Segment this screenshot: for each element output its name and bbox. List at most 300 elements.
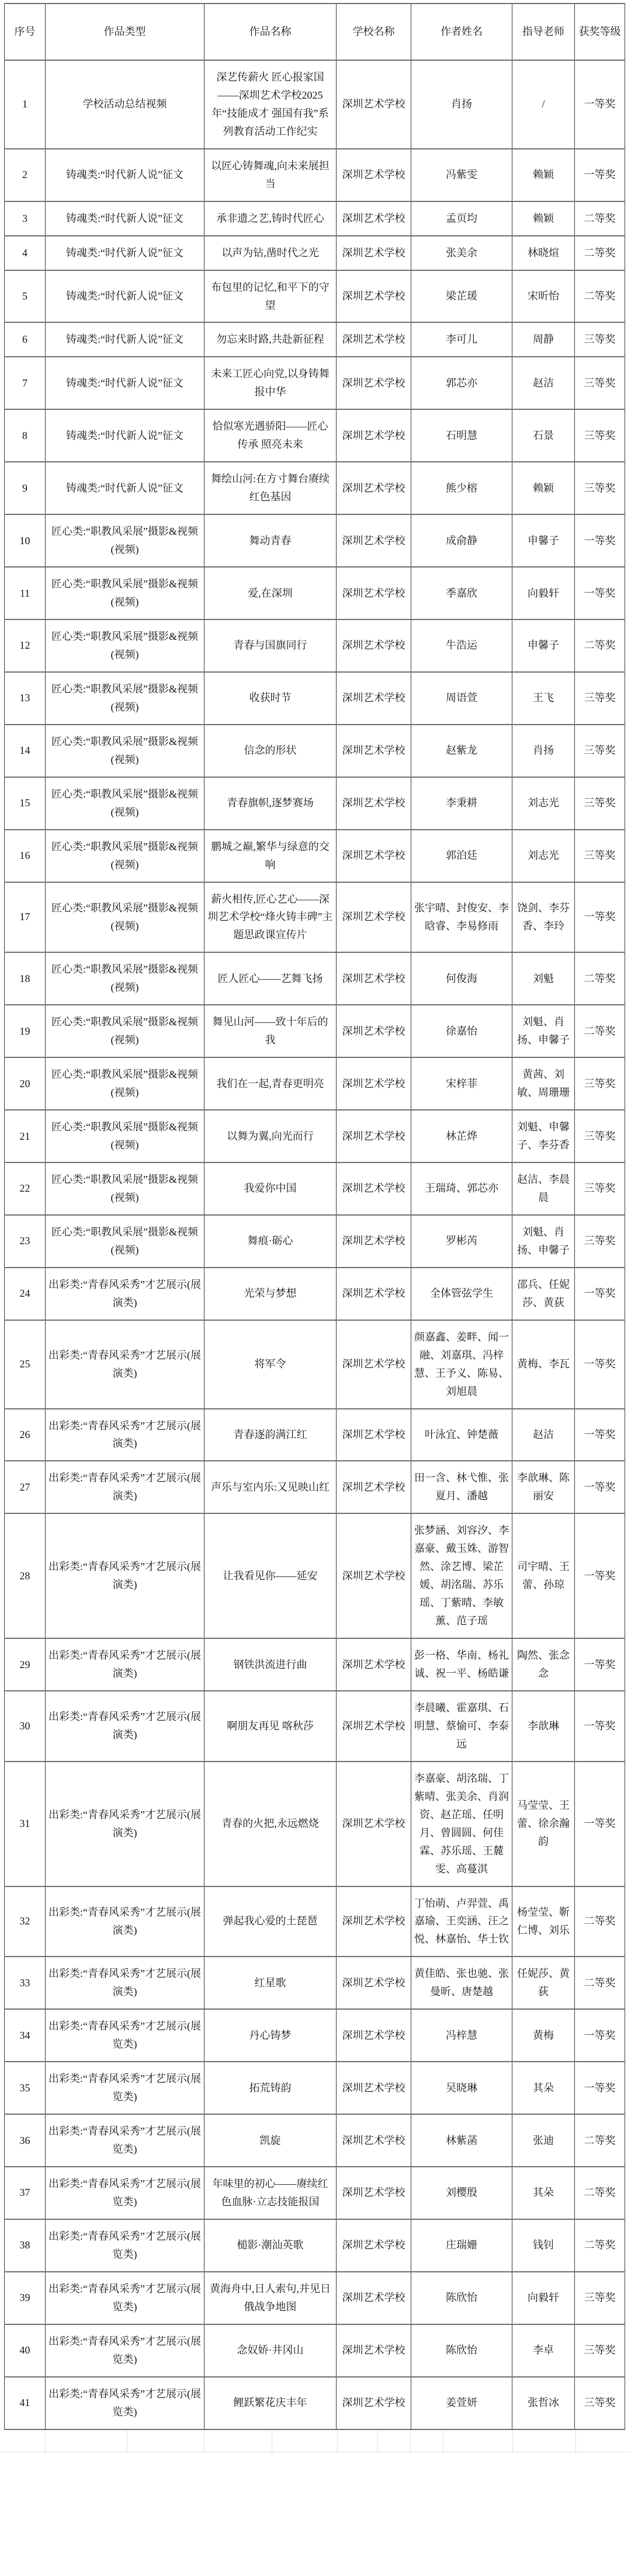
cell-teachers: 黄茜、刘敏、周珊珊 [512, 1057, 575, 1110]
cell-award: 三等奖 [575, 322, 625, 357]
table-row [5, 322, 625, 357]
cell-type: 匠心类:“职教风采展”摄影&视频(视频) [46, 952, 204, 1005]
cell-teachers: 其朵 [512, 2167, 575, 2219]
cell-award: 二等奖 [575, 2167, 625, 2219]
cell-school: 深圳艺术学校 [337, 322, 411, 357]
cell-title: 年味里的初心——赓续红色血脉·立志技能报国 [204, 2167, 337, 2219]
cell-school: 深圳艺术学校 [337, 1215, 411, 1268]
cell-type: 学校活动总结视频 [46, 60, 204, 149]
table-row [5, 514, 625, 567]
cell-title: 青春旗帜,逐梦赛场 [204, 777, 337, 830]
cell-award: 二等奖 [575, 1886, 625, 1957]
cell-teachers: 刘魁、肖扬、申馨子 [512, 1005, 575, 1057]
table-row [5, 882, 625, 953]
cell-teachers: 刘魁、申馨子、李芬香 [512, 1110, 575, 1162]
cell-type: 铸魂类:“时代新人说”征文 [46, 357, 204, 409]
cell-award: 三等奖 [575, 1162, 625, 1215]
cell-teachers: 李歆琳、陈丽安 [512, 1461, 575, 1513]
cell-school: 深圳艺术学校 [337, 2324, 411, 2377]
cell-no: 40 [5, 2324, 46, 2377]
cell-no: 35 [5, 2062, 46, 2114]
cell-authors: 颜嘉鑫、姜畔、闻一融、刘嘉琪、冯梓慧、王予义、陈易、刘旭晨 [411, 1320, 512, 1409]
cell-authors: 郭芯亦 [411, 357, 512, 409]
cell-authors: 黄佳皓、张也驰、张曼昕、唐楚越 [411, 1957, 512, 2009]
cell-authors: 肖扬 [411, 60, 512, 149]
cell-authors: 梁芷瑗 [411, 270, 512, 323]
cell-teachers: 马莹莹、王蕾、徐余瀚韵 [512, 1762, 575, 1886]
column-header-teachers: 指导老师 [512, 4, 575, 60]
cell-type: 匠心类:“职教风采展”摄影&视频(视频) [46, 514, 204, 567]
table-row [5, 2167, 625, 2219]
cell-title: 舞见山河——致十年后的我 [204, 1005, 337, 1057]
cell-title: 未来工匠心向党,以身铸舞报中华 [204, 357, 337, 409]
cell-title: 青春逐韵满江红 [204, 1409, 337, 1461]
cell-award: 三等奖 [575, 357, 625, 409]
cell-title: 信念的形状 [204, 725, 337, 777]
cell-no: 32 [5, 1886, 46, 1957]
cell-no: 37 [5, 2167, 46, 2219]
cell-authors: 彭一格、华南、杨礼诚、祝一平、杨皓谦 [411, 1638, 512, 1691]
table-row [5, 1005, 625, 1057]
table-row [5, 60, 625, 149]
cell-award: 三等奖 [575, 2272, 625, 2324]
cell-no: 10 [5, 514, 46, 567]
cell-teachers: 黄梅、李瓦 [512, 1320, 575, 1409]
cell-no: 5 [5, 270, 46, 323]
cell-type: 出彩类:“青春风采秀”才艺展示(展演类) [46, 1957, 204, 2009]
table-row [5, 1320, 625, 1409]
cell-school: 深圳艺术学校 [337, 1005, 411, 1057]
cell-title: 将军令 [204, 1320, 337, 1409]
cell-authors: 姜萱妍 [411, 2377, 512, 2429]
column-header-award: 获奖等级 [575, 4, 625, 60]
cell-title: 青春与国旗同行 [204, 619, 337, 672]
gridline [410, 2430, 411, 2453]
cell-no: 19 [5, 1005, 46, 1057]
cell-no: 36 [5, 2114, 46, 2167]
cell-teachers: 宋昕怡 [512, 270, 575, 323]
table-row [5, 1638, 625, 1691]
cell-teachers: 石景 [512, 409, 575, 462]
cell-teachers: 赖颖 [512, 149, 575, 201]
cell-teachers: 钱钊 [512, 2219, 575, 2272]
table-row [5, 1215, 625, 1268]
cell-type: 匠心类:“职教风采展”摄影&视频(视频) [46, 777, 204, 830]
cell-title: 以舞为翼,向光而行 [204, 1110, 337, 1162]
cell-school: 深圳艺术学校 [337, 2272, 411, 2324]
cell-award: 一等奖 [575, 514, 625, 567]
cell-school: 深圳艺术学校 [337, 462, 411, 514]
cell-type: 出彩类:“青春风采秀”才艺展示(展演类) [46, 1409, 204, 1461]
cell-no: 6 [5, 322, 46, 357]
cell-teachers: 赖颖 [512, 462, 575, 514]
cell-title: 恰似寒光遇骄阳——匠心传承 照亮未来 [204, 409, 337, 462]
cell-type: 匠心类:“职教风采展”摄影&视频(视频) [46, 1057, 204, 1110]
cell-award: 一等奖 [575, 1513, 625, 1638]
cell-no: 22 [5, 1162, 46, 1215]
cell-authors: 徐嘉怡 [411, 1005, 512, 1057]
cell-no: 33 [5, 1957, 46, 2009]
cell-no: 29 [5, 1638, 46, 1691]
cell-award: 二等奖 [575, 270, 625, 323]
cell-school: 深圳艺术学校 [337, 567, 411, 619]
cell-title: 让我看见你——延安 [204, 1513, 337, 1638]
cell-type: 匠心类:“职教风采展”摄影&视频(视频) [46, 1162, 204, 1215]
cell-teachers: 刘志光 [512, 777, 575, 830]
cell-no: 11 [5, 567, 46, 619]
cell-teachers: 邵兵、任妮莎、黄荻 [512, 1268, 575, 1320]
cell-type: 匠心类:“职教风采展”摄影&视频(视频) [46, 830, 204, 882]
table-row [5, 1268, 625, 1320]
cell-authors: 季嘉欣 [411, 567, 512, 619]
cell-no: 13 [5, 672, 46, 725]
cell-no: 8 [5, 409, 46, 462]
cell-no: 31 [5, 1762, 46, 1886]
cell-no: 20 [5, 1057, 46, 1110]
table-row [5, 830, 625, 882]
cell-award: 三等奖 [575, 777, 625, 830]
table-row [5, 1762, 625, 1886]
cell-title: 勿忘来时路,共赴新征程 [204, 322, 337, 357]
cell-authors: 张美余 [411, 236, 512, 270]
cell-authors: 林紫菡 [411, 2114, 512, 2167]
cell-authors: 宋梓菲 [411, 1057, 512, 1110]
cell-school: 深圳艺术学校 [337, 1638, 411, 1691]
table-row [5, 777, 625, 830]
cell-school: 深圳艺术学校 [337, 2114, 411, 2167]
cell-authors: 林芷烨 [411, 1110, 512, 1162]
cell-teachers: 赵洁 [512, 1409, 575, 1461]
empty-spreadsheet-grid [0, 2430, 631, 2453]
cell-school: 深圳艺术学校 [337, 2377, 411, 2429]
table-row [5, 409, 625, 462]
cell-award: 一等奖 [575, 2062, 625, 2114]
table-row [5, 2377, 625, 2429]
cell-award: 一等奖 [575, 567, 625, 619]
cell-award: 三等奖 [575, 830, 625, 882]
cell-teachers: 黄梅 [512, 2009, 575, 2062]
cell-school: 深圳艺术学校 [337, 1409, 411, 1461]
table-row [5, 1110, 625, 1162]
cell-type: 出彩类:“青春风采秀”才艺展示(展演类) [46, 1886, 204, 1957]
cell-school: 深圳艺术学校 [337, 409, 411, 462]
cell-school: 深圳艺术学校 [337, 1461, 411, 1513]
cell-title: 我们在一起,青春更明亮 [204, 1057, 337, 1110]
cell-school: 深圳艺术学校 [337, 830, 411, 882]
cell-authors: 田一含、林弋惟、张夏月、潘越 [411, 1461, 512, 1513]
cell-teachers: 王飞 [512, 672, 575, 725]
gridline [45, 2430, 46, 2453]
cell-title: 凯旋 [204, 2114, 337, 2167]
cell-teachers: 李卓 [512, 2324, 575, 2377]
column-header-type: 作品类型 [46, 4, 204, 60]
cell-award: 三等奖 [575, 1110, 625, 1162]
cell-school: 深圳艺术学校 [337, 952, 411, 1005]
cell-type: 匠心类:“职教风采展”摄影&视频(视频) [46, 567, 204, 619]
cell-teachers: 周静 [512, 322, 575, 357]
table-row [5, 1691, 625, 1762]
cell-type: 出彩类:“青春风采秀”才艺展示(展演类) [46, 1513, 204, 1638]
table-row [5, 270, 625, 323]
cell-type: 出彩类:“青春风采秀”才艺展示(展演类) [46, 1320, 204, 1409]
cell-title: 丹心铸梦 [204, 2009, 337, 2062]
cell-type: 出彩类:“青春风采秀”才艺展示(展演类) [46, 1762, 204, 1886]
cell-school: 深圳艺术学校 [337, 777, 411, 830]
table-row [5, 725, 625, 777]
cell-authors: 石明慧 [411, 409, 512, 462]
cell-school: 深圳艺术学校 [337, 236, 411, 270]
cell-title: 青春的火把,永远燃烧 [204, 1762, 337, 1886]
awards-table [4, 3, 625, 2430]
cell-type: 铸魂类:“时代新人说”征文 [46, 270, 204, 323]
cell-award: 二等奖 [575, 2114, 625, 2167]
cell-type: 出彩类:“青春风采秀”才艺展示(展览类) [46, 2114, 204, 2167]
cell-school: 深圳艺术学校 [337, 1886, 411, 1957]
cell-type: 匠心类:“职教风采展”摄影&视频(视频) [46, 1215, 204, 1268]
cell-teachers: 任妮莎、黄荻 [512, 1957, 575, 2009]
cell-authors: 李晨曦、霍嘉琪、石明慧、蔡愉可、李泰远 [411, 1691, 512, 1762]
cell-award: 三等奖 [575, 2377, 625, 2429]
cell-no: 12 [5, 619, 46, 672]
cell-type: 出彩类:“青春风采秀”才艺展示(展演类) [46, 1638, 204, 1691]
cell-no: 39 [5, 2272, 46, 2324]
cell-school: 深圳艺术学校 [337, 1162, 411, 1215]
cell-title: 匠人匠心——艺舞飞扬 [204, 952, 337, 1005]
column-header-authors: 作者姓名 [411, 4, 512, 60]
table-row [5, 2114, 625, 2167]
table-row [5, 1513, 625, 1638]
cell-authors: 周语萱 [411, 672, 512, 725]
cell-no: 17 [5, 882, 46, 953]
cell-teachers: 赵洁 [512, 357, 575, 409]
cell-authors: 叶泳宜、钟楚薇 [411, 1409, 512, 1461]
table-body [5, 60, 625, 2429]
table-row [5, 567, 625, 619]
cell-school: 深圳艺术学校 [337, 1762, 411, 1886]
cell-no: 16 [5, 830, 46, 882]
cell-title: 舞痕·砺心 [204, 1215, 337, 1268]
cell-no: 4 [5, 236, 46, 270]
cell-type: 出彩类:“青春风采秀”才艺展示(展览类) [46, 2062, 204, 2114]
cell-teachers: 张哲冰 [512, 2377, 575, 2429]
cell-authors: 冯梓慧 [411, 2009, 512, 2062]
cell-teachers: 饶剑、李芬香、李玲 [512, 882, 575, 953]
table-row [5, 2062, 625, 2114]
table-row [5, 1162, 625, 1215]
cell-title: 拓荒铸韵 [204, 2062, 337, 2114]
cell-award: 一等奖 [575, 60, 625, 149]
cell-type: 匠心类:“职教风采展”摄影&视频(视频) [46, 672, 204, 725]
cell-teachers: 陶然、张念念 [512, 1638, 575, 1691]
cell-teachers: 赖颖 [512, 201, 575, 236]
cell-school: 深圳艺术学校 [337, 1957, 411, 2009]
cell-no: 28 [5, 1513, 46, 1638]
cell-teachers: 向毅轩 [512, 2272, 575, 2324]
cell-award: 三等奖 [575, 672, 625, 725]
cell-title: 念奴娇·井冈山 [204, 2324, 337, 2377]
cell-award: 一等奖 [575, 149, 625, 201]
cell-authors: 何俊海 [411, 952, 512, 1005]
cell-authors: 赵紫龙 [411, 725, 512, 777]
cell-title: 鹏城之巅,繁华与绿意的交响 [204, 830, 337, 882]
cell-title: 红星歌 [204, 1957, 337, 2009]
cell-type: 匠心类:“职教风采展”摄影&视频(视频) [46, 1005, 204, 1057]
table-row [5, 1409, 625, 1461]
cell-no: 3 [5, 201, 46, 236]
cell-title: 承非遗之艺,铸时代匠心 [204, 201, 337, 236]
cell-authors: 张梦涵、刘容汐、李嘉豪、戴玉姝、游智然、涂艺博、梁芷媛、胡洺瑞、苏乐瑶、丁紫晴、李敏薰、范子瑶 [411, 1513, 512, 1638]
cell-type: 铸魂类:“时代新人说”征文 [46, 462, 204, 514]
cell-no: 9 [5, 462, 46, 514]
cell-school: 深圳艺术学校 [337, 270, 411, 323]
cell-no: 23 [5, 1215, 46, 1268]
cell-teachers: 林晓煊 [512, 236, 575, 270]
cell-authors: 成俞静 [411, 514, 512, 567]
cell-school: 深圳艺术学校 [337, 2009, 411, 2062]
table-header-row [5, 4, 625, 60]
gridline [377, 2430, 378, 2453]
cell-school: 深圳艺术学校 [337, 672, 411, 725]
cell-teachers: 申馨子 [512, 619, 575, 672]
cell-award: 一等奖 [575, 1762, 625, 1886]
cell-award: 一等奖 [575, 2009, 625, 2062]
cell-no: 2 [5, 149, 46, 201]
gridline [575, 2430, 576, 2453]
cell-title: 以声为钻,凿时代之光 [204, 236, 337, 270]
cell-award: 一等奖 [575, 1461, 625, 1513]
gridline [512, 2430, 513, 2453]
cell-type: 出彩类:“青春风采秀”才艺展示(展览类) [46, 2272, 204, 2324]
table-row [5, 2009, 625, 2062]
cell-title: 鲤跃繁花庆丰年 [204, 2377, 337, 2429]
cell-type: 出彩类:“青春风采秀”才艺展示(展览类) [46, 2377, 204, 2429]
cell-authors: 全体管弦学生 [411, 1268, 512, 1320]
column-header-no: 序号 [5, 4, 46, 60]
cell-award: 三等奖 [575, 725, 625, 777]
cell-authors: 郭泊廷 [411, 830, 512, 882]
cell-award: 三等奖 [575, 1057, 625, 1110]
cell-authors: 陈欣怡 [411, 2324, 512, 2377]
cell-authors: 刘樱殷 [411, 2167, 512, 2219]
cell-school: 深圳艺术学校 [337, 201, 411, 236]
cell-teachers: 其朵 [512, 2062, 575, 2114]
column-header-school: 学校名称 [337, 4, 411, 60]
cell-title: 爱,在深圳 [204, 567, 337, 619]
table-row [5, 236, 625, 270]
cell-type: 出彩类:“青春风采秀”才艺展示(展览类) [46, 2324, 204, 2377]
cell-title: 钢铁洪流进行曲 [204, 1638, 337, 1691]
cell-authors: 张宇晴、封俊安、李晗睿、李易修雨 [411, 882, 512, 953]
cell-title: 啊朋友再见 喀秋莎 [204, 1691, 337, 1762]
cell-no: 30 [5, 1691, 46, 1762]
cell-authors: 吴晓琳 [411, 2062, 512, 2114]
cell-title: 槌影·潮汕英歌 [204, 2219, 337, 2272]
cell-teachers: 司宇晴、王蕾、孙琼 [512, 1513, 575, 1638]
cell-authors: 熊少榕 [411, 462, 512, 514]
table-row [5, 2219, 625, 2272]
cell-authors: 李可儿 [411, 322, 512, 357]
cell-title: 深艺传薪火 匠心报家国——深圳艺术学校2025年“技能成才 强国有我”系列教育活动工作纪实 [204, 60, 337, 149]
cell-title: 我爱你中国 [204, 1162, 337, 1215]
table-row [5, 1057, 625, 1110]
cell-title: 以匠心铸舞魂,向未来展担当 [204, 149, 337, 201]
table-row [5, 201, 625, 236]
table-row [5, 2324, 625, 2377]
cell-no: 24 [5, 1268, 46, 1320]
cell-no: 41 [5, 2377, 46, 2429]
cell-school: 深圳艺术学校 [337, 1110, 411, 1162]
table-row [5, 1461, 625, 1513]
cell-authors: 孟页均 [411, 201, 512, 236]
cell-school: 深圳艺术学校 [337, 1320, 411, 1409]
cell-type: 铸魂类:“时代新人说”征文 [46, 149, 204, 201]
cell-award: 二等奖 [575, 236, 625, 270]
cell-school: 深圳艺术学校 [337, 60, 411, 149]
cell-award: 二等奖 [575, 1957, 625, 2009]
cell-title: 薪火相传,匠心艺心——深圳艺术学校“烽火铸丰碑”主题思政课宣传片 [204, 882, 337, 953]
cell-award: 三等奖 [575, 2324, 625, 2377]
column-header-title: 作品名称 [204, 4, 337, 60]
cell-no: 7 [5, 357, 46, 409]
cell-teachers: 刘魁、肖扬、申馨子 [512, 1215, 575, 1268]
cell-school: 深圳艺术学校 [337, 1057, 411, 1110]
cell-type: 出彩类:“青春风采秀”才艺展示(展览类) [46, 2167, 204, 2219]
cell-award: 二等奖 [575, 1005, 625, 1057]
cell-teachers: 赵洁、李晨晨 [512, 1162, 575, 1215]
cell-teachers: 向毅轩 [512, 567, 575, 619]
cell-authors: 李嘉豪、胡洺瑞、丁紫晴、张美余、肖润资、赵芷瑶、任明月、曾圆圆、何佳霖、苏乐瑶、王麓雯、高蔓淇 [411, 1762, 512, 1886]
cell-type: 匠心类:“职教风采展”摄影&视频(视频) [46, 882, 204, 953]
cell-type: 铸魂类:“时代新人说”征文 [46, 201, 204, 236]
cell-authors: 李秉耕 [411, 777, 512, 830]
cell-type: 铸魂类:“时代新人说”征文 [46, 236, 204, 270]
cell-school: 深圳艺术学校 [337, 619, 411, 672]
cell-award: 一等奖 [575, 1268, 625, 1320]
cell-authors: 牛浩运 [411, 619, 512, 672]
cell-no: 26 [5, 1409, 46, 1461]
cell-school: 深圳艺术学校 [337, 882, 411, 953]
cell-type: 匠心类:“职教风采展”摄影&视频(视频) [46, 725, 204, 777]
cell-school: 深圳艺术学校 [337, 149, 411, 201]
cell-authors: 丁怡萌、卢羿萱、禹嘉瑜、王奕涵、汪之悦、林嘉怡、华士钦 [411, 1886, 512, 1957]
cell-type: 出彩类:“青春风采秀”才艺展示(展演类) [46, 1461, 204, 1513]
cell-no: 14 [5, 725, 46, 777]
cell-no: 27 [5, 1461, 46, 1513]
cell-authors: 罗彬芮 [411, 1215, 512, 1268]
cell-title: 光荣与梦想 [204, 1268, 337, 1320]
cell-type: 匠心类:“职教风采展”摄影&视频(视频) [46, 1110, 204, 1162]
cell-teachers: 刘志光 [512, 830, 575, 882]
cell-type: 出彩类:“青春风采秀”才艺展示(展览类) [46, 2009, 204, 2062]
cell-title: 布包里的记忆,和平下的守望 [204, 270, 337, 323]
cell-teachers: 杨莹莹、靳仁博、刘乐 [512, 1886, 575, 1957]
table-row [5, 1957, 625, 2009]
cell-type: 出彩类:“青春风采秀”才艺展示(展演类) [46, 1691, 204, 1762]
cell-title: 舞绘山河:在方寸舞台赓续红色基因 [204, 462, 337, 514]
cell-authors: 陈欣怡 [411, 2272, 512, 2324]
cell-teachers: 肖扬 [512, 725, 575, 777]
cell-type: 铸魂类:“时代新人说”征文 [46, 409, 204, 462]
cell-award: 一等奖 [575, 1409, 625, 1461]
cell-award: 一等奖 [575, 1638, 625, 1691]
cell-authors: 王瑞琦、郭芯亦 [411, 1162, 512, 1215]
cell-no: 25 [5, 1320, 46, 1409]
table-row [5, 952, 625, 1005]
cell-title: 弹起我心爱的土琵琶 [204, 1886, 337, 1957]
cell-teachers: / [512, 60, 575, 149]
cell-school: 深圳艺术学校 [337, 357, 411, 409]
cell-type: 铸魂类:“时代新人说”征文 [46, 322, 204, 357]
